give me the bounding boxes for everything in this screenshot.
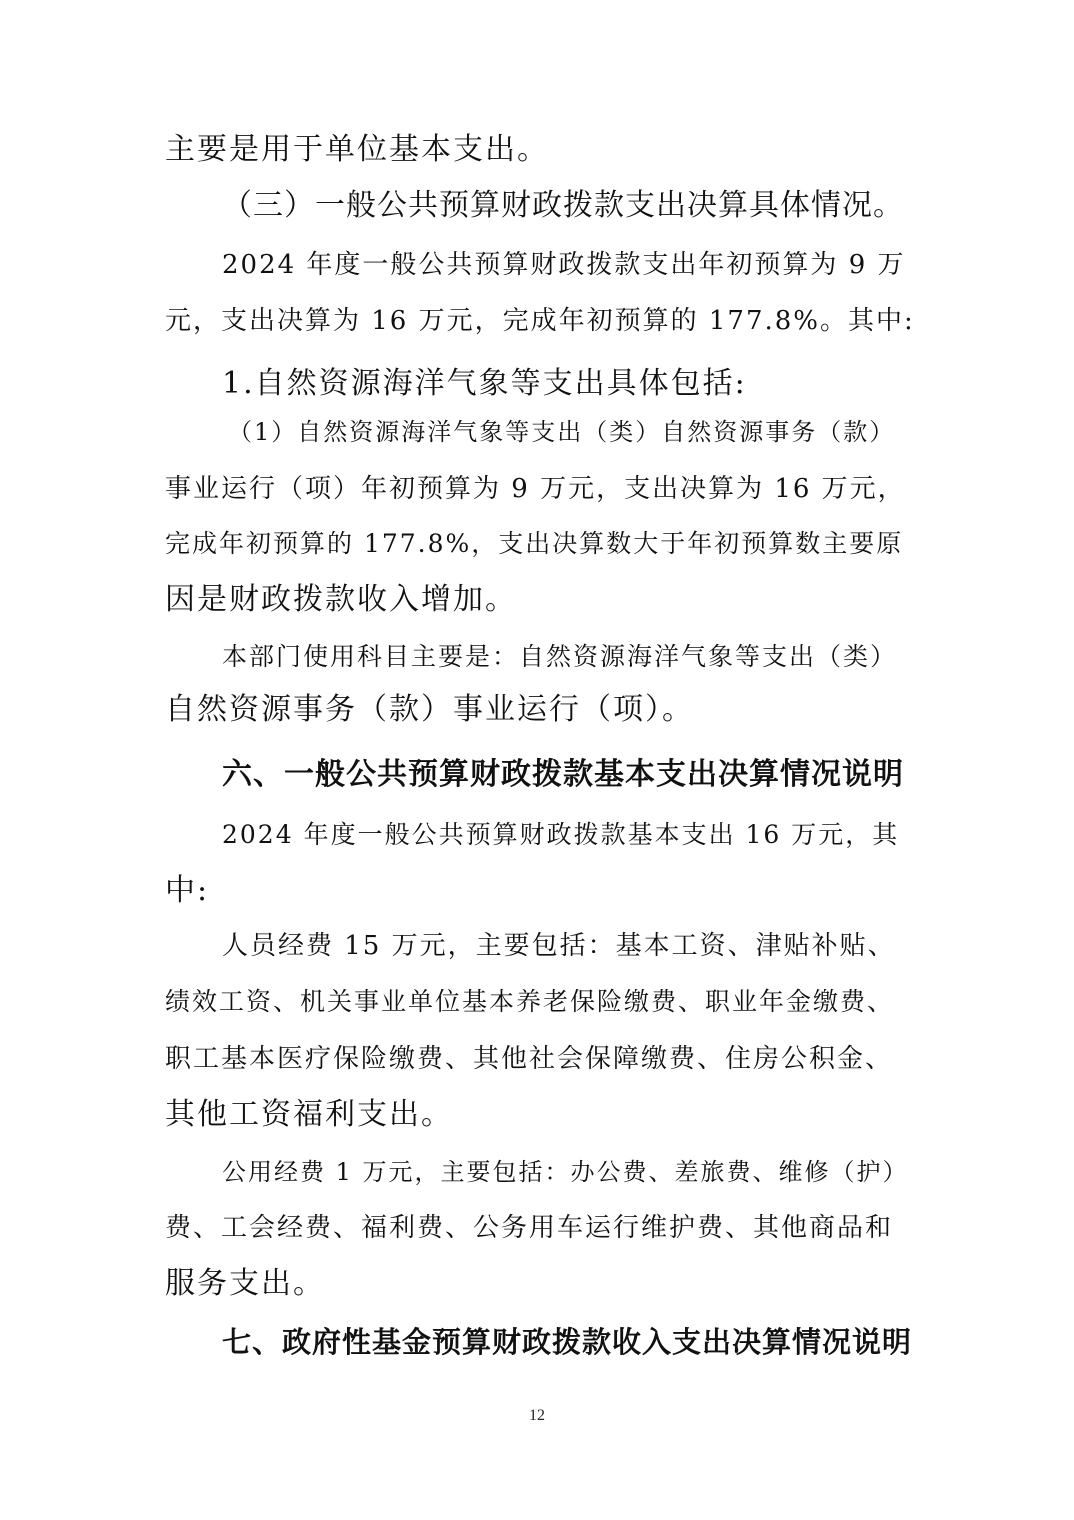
page-number: 12	[529, 1407, 545, 1424]
subsection-heading-3: （三）一般公共预算财政拨款支出决算具体情况。	[222, 188, 904, 223]
paragraph-line: 元，支出决算为 16 万元，完成年初预算的 177.8%。其中:	[165, 306, 915, 336]
section-heading-7: 七、政府性基金预算财政拨款收入支出决算情况说明	[222, 1325, 913, 1359]
paragraph-line: 完成年初预算的 177.8%，支出决算数大于年初预算数主要原	[165, 529, 904, 558]
paragraph-line: 因是财政拨款收入增加。	[165, 582, 517, 617]
paragraph-line: 人员经费 15 万元，主要包括：基本工资、津贴补贴、	[222, 931, 896, 961]
paragraph-line: 本部门使用科目主要是：自然资源海洋气象等支出（类）	[222, 642, 898, 671]
paragraph-line: 服务支出。	[165, 1266, 325, 1301]
paragraph-line: （1）自然资源海洋气象等支出（类）自然资源事务（款）	[228, 418, 896, 446]
paragraph-line: 公用经费 1 万元，主要包括：办公费、差旅费、维修（护）	[222, 1158, 909, 1186]
paragraph-line: 自然资源事务（款）事业运行（项）。	[165, 692, 694, 727]
paragraph-line: 中:	[165, 873, 210, 908]
paragraph-line-continuation: 主要是用于单位基本支出。	[165, 132, 549, 167]
paragraph-line: 费、工会经费、福利费、公务用车运行维护费、其他商品和	[165, 1213, 894, 1243]
paragraph-line: 2024 年度一般公共预算财政拨款基本支出 16 万元，其	[222, 820, 900, 849]
section-heading-6: 六、一般公共预算财政拨款基本支出决算情况说明	[222, 757, 904, 792]
list-item-heading: 1.自然资源海洋气象等支出具体包括:	[222, 366, 747, 401]
paragraph-line: 事业运行（项）年初预算为 9 万元，支出决算为 16 万元，	[165, 474, 906, 504]
paragraph-line: 绩效工资、机关事业单位基本养老保险缴费、职业年金缴费、	[165, 987, 895, 1016]
paragraph-line: 2024 年度一般公共预算财政拨款支出年初预算为 9 万	[222, 250, 906, 280]
paragraph-line: 职工基本医疗保险缴费、其他社会保障缴费、住房公积金、	[165, 1044, 894, 1074]
paragraph-line: 其他工资福利支出。	[165, 1097, 453, 1132]
